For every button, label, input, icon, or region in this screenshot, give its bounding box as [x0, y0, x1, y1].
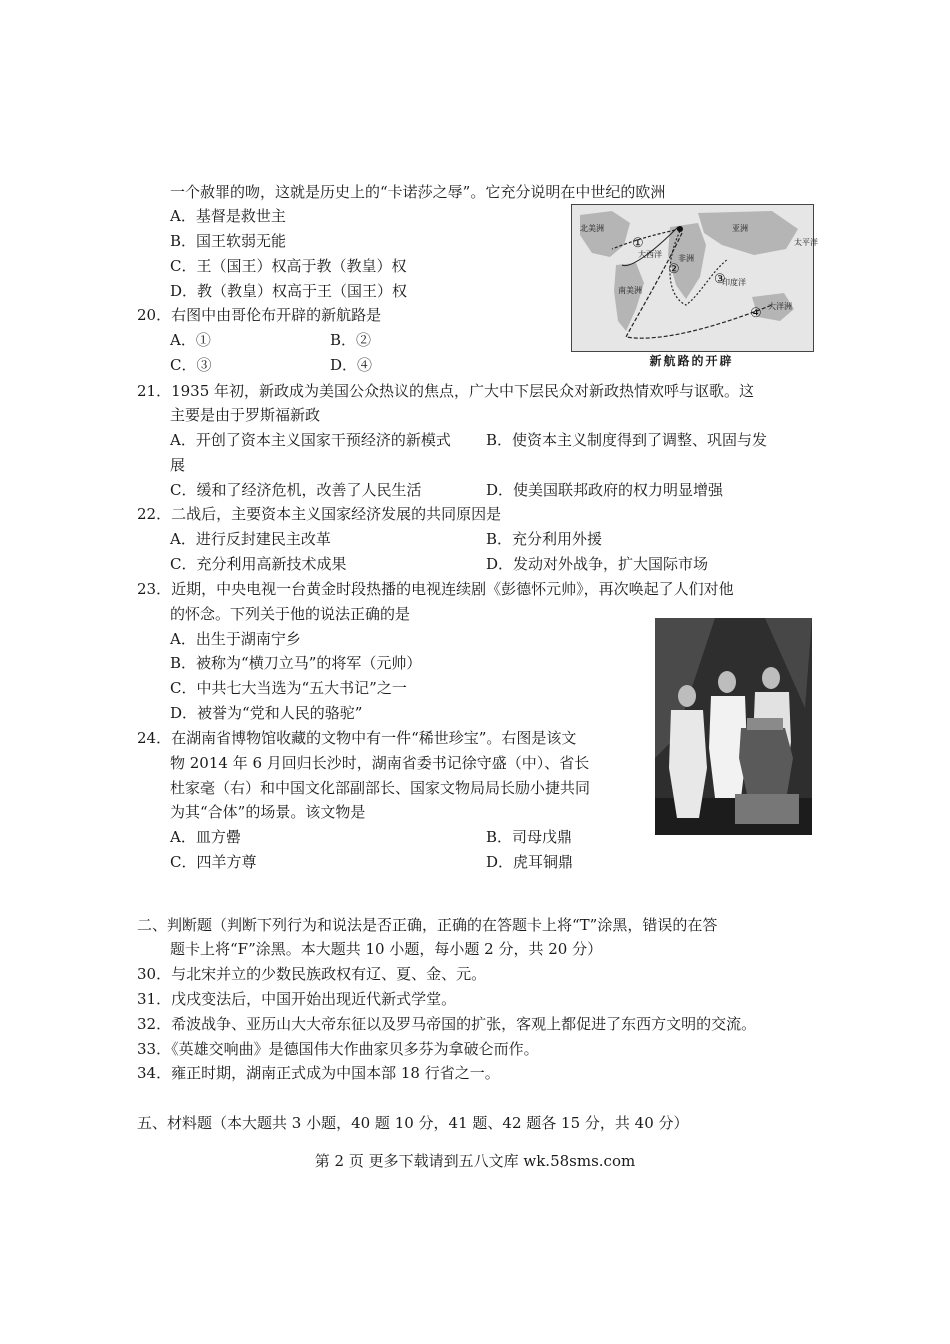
q33-statement: 33．《英雄交响曲》是德国伟大作曲家贝多芬为拿破仑而作。 — [137, 1040, 539, 1058]
q22-option-c: C．充分利用高新技术成果 — [170, 555, 347, 573]
artifact-ceremony-photo — [655, 618, 812, 835]
q20-option-c: C．③ — [170, 356, 212, 374]
q20-stem: 20．右图中由哥伦布开辟的新航路是 — [137, 306, 382, 324]
q19-option-b: B．国王软弱无能 — [170, 232, 287, 250]
map-label: 太平洋 — [794, 238, 818, 247]
route-marker: ② — [668, 262, 680, 277]
q19-option-c: C．王（国王）权高于教（教皇）权 — [170, 257, 407, 275]
q20-option-b: B．② — [330, 331, 372, 349]
map-label: 亚洲 — [732, 224, 748, 233]
q22-stem: 22．二战后，主要资本主义国家经济发展的共同原因是 — [137, 505, 502, 523]
route-marker: ③ — [714, 272, 726, 287]
q22-option-b: B．充分利用外援 — [486, 530, 603, 548]
q24-stem-line3: 杜家毫（右）和中国文化部副部长、国家文物局局长励小捷共同 — [170, 779, 591, 797]
q21-option-b-wrap: 展 — [170, 456, 186, 474]
q23-option-c: C．中共七大当选为“五大书记”之一 — [170, 679, 407, 697]
q22-option-a: A．进行反封建民主改革 — [170, 530, 331, 548]
section2-title-line2: 题卡上将“F”涂黑。本大题共 10 小题，每小题 2 分，共 20 分） — [170, 940, 603, 958]
q23-stem-line1: 23．近期，中央电视一台黄金时段热播的电视连续剧《彭德怀元帅》，再次唤起了人们对他 — [137, 580, 734, 598]
map-caption: 新航路的开辟 — [649, 354, 734, 368]
q19-option-d: D．教（教皇）权高于王（国王）权 — [170, 282, 408, 300]
route-marker: ④ — [750, 306, 762, 321]
q21-option-b: B．使资本主义制度得到了调整、巩固与发 — [486, 431, 768, 449]
world-map-illustration — [572, 205, 818, 351]
page-footer: 第 2 页 更多下载请到五八文库 wk.58sms.com — [314, 1152, 636, 1170]
q30-statement: 30．与北宋并立的少数民族政权有辽、夏、金、元。 — [137, 965, 487, 983]
q23-option-b: B．被称为“横刀立马”的将军（元帅） — [170, 654, 422, 672]
q24-option-d: D．虎耳铜鼎 — [486, 853, 574, 871]
map-label: 印度洋 — [722, 278, 746, 287]
map-label: 大西洋 — [638, 250, 662, 259]
map-label: 南美洲 — [618, 286, 642, 295]
q34-statement: 34．雍正时期，湖南正式成为中国本部 18 行省之一。 — [137, 1064, 500, 1082]
q24-stem-line1: 24．在湖南省博物馆收藏的文物中有一件“稀世珍宝”。右图是该文 — [137, 729, 577, 747]
q19-stem: 一个赦罪的吻，这就是历史上的“卡诺莎之辱”。它充分说明在中世纪的欧洲 — [170, 183, 666, 201]
section5-title: 五、材料题（本大题共 3 小题，40 题 10 分，41 题、42 题各 15 分，共 40 分） — [137, 1114, 689, 1132]
q24-option-c: C．四羊方尊 — [170, 853, 257, 871]
q21-option-d: D．使美国联邦政府的权力明显增强 — [486, 481, 724, 499]
q23-option-d: D．被誉为“党和人民的骆驼” — [170, 704, 363, 722]
q24-option-a: A．皿方罍 — [170, 828, 241, 846]
q24-stem-line4: 为其“合体”的场景。该文物是 — [170, 803, 366, 821]
q23-stem-line2: 的怀念。下列关于他的说法正确的是 — [170, 605, 411, 623]
q32-statement: 32．希波战争、亚历山大大帝东征以及罗马帝国的扩张，客观上都促进了东西方文明的交流。 — [137, 1015, 757, 1033]
photo-illustration — [655, 618, 812, 835]
q21-stem-line2: 主要是由于罗斯福新政 — [170, 406, 321, 424]
q20-option-a: A．① — [170, 331, 211, 349]
q21-option-c: C．缓和了经济危机，改善了人民生活 — [170, 481, 422, 499]
q19-option-a: A．基督是救世主 — [170, 207, 286, 225]
q22-option-d: D．发动对外战争，扩大国际市场 — [486, 555, 709, 573]
q21-stem-line1: 21．1935 年初，新政成为美国公众热议的焦点，广大中下层民众对新政热情欢呼与讴歌。这 — [137, 382, 755, 400]
q31-statement: 31．戊戌变法后，中国开始出现近代新式学堂。 — [137, 990, 457, 1008]
map-label: 北美洲 — [580, 224, 604, 233]
map-label: 大洋洲 — [768, 302, 792, 311]
q24-option-b: B．司母戊鼎 — [486, 828, 573, 846]
q21-option-a: A．开创了资本主义国家干预经济的新模式 — [170, 431, 451, 449]
q24-stem-line2: 物 2014 年 6 月回归长沙时，湖南省委书记徐守盛（中）、省长 — [170, 754, 590, 772]
route-marker: ① — [632, 236, 644, 251]
q20-option-d: D．④ — [330, 356, 373, 374]
section2-title-line1: 二、判断题（判断下列行为和说法是否正确，正确的在答题卡上将“T”涂黑，错误的在答 — [137, 916, 718, 934]
q23-option-a: A．出生于湖南宁乡 — [170, 630, 301, 648]
map-label: 非洲 — [678, 254, 694, 263]
new-sea-routes-map — [571, 204, 818, 352]
